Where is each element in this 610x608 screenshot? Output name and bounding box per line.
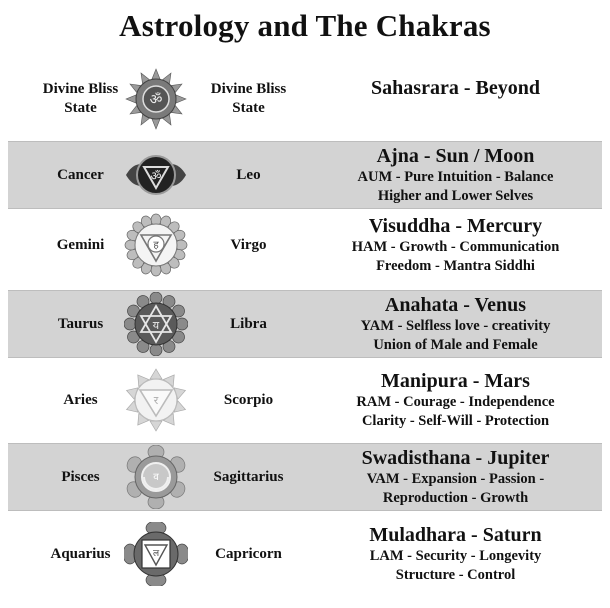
chakra-name: Muladhara - Saturn <box>369 524 542 546</box>
right-sign: Capricorn <box>215 545 282 562</box>
chakra-description <box>313 444 598 510</box>
chakra-name: Manipura - Mars <box>381 370 530 392</box>
chakra-line-1: AUM - Pure Intuition - Balance <box>357 169 554 185</box>
chakra-description <box>313 521 598 587</box>
left-sign: Divine Bliss State <box>42 81 119 116</box>
visuddha-icon <box>124 213 188 277</box>
chakra-line-2: Reproduction - Growth <box>382 490 529 506</box>
left-sign: Cancer <box>57 166 104 183</box>
chakra-description <box>313 367 598 433</box>
chakra-row-visuddha <box>8 212 602 278</box>
muladhara-icon <box>124 522 188 586</box>
chakra-row-swadisthana <box>8 443 602 511</box>
right-sign: Libra <box>230 315 267 332</box>
chakra-row-sahasrara <box>8 66 602 132</box>
chakra-name: Visuddha - Mercury <box>368 215 543 237</box>
svg-text:ॐ: ॐ <box>149 92 163 108</box>
chakra-row-manipura <box>8 367 602 433</box>
chakra-line-1: RAM - Courage - Independence <box>356 394 555 410</box>
left-sign: Gemini <box>56 236 105 253</box>
right-sign: Divine Bliss State <box>210 81 287 116</box>
right-sign: Virgo <box>230 236 267 253</box>
chakra-line-1: YAM - Selfless love - creativity <box>360 318 551 334</box>
chakra-name: Anahata - Venus <box>384 294 527 316</box>
page-title: Astrology and The Chakras <box>119 8 491 43</box>
svg-text:ॐ: ॐ <box>150 169 162 183</box>
chakra-line-1: VAM - Expansion - Passion - <box>366 471 545 487</box>
left-sign: Aries <box>63 391 98 408</box>
svg-text:ह: ह <box>153 240 159 251</box>
chakra-description <box>313 212 598 278</box>
chakra-description <box>313 142 598 208</box>
svg-text:व: व <box>153 472 159 483</box>
chakra-line-2: Structure - Control <box>395 567 516 583</box>
anahata-icon <box>124 292 188 356</box>
chakra-name: Ajna - Sun / Moon <box>376 145 535 167</box>
chakra-line-1: LAM - Security - Longevity <box>369 548 542 564</box>
chakra-line-2: Higher and Lower Selves <box>377 188 534 204</box>
swadisthana-icon <box>124 445 188 509</box>
chakra-row-anahata <box>8 290 602 358</box>
chakra-description <box>313 66 598 132</box>
manipura-icon <box>124 368 188 432</box>
chakra-name: Sahasrara - Beyond <box>371 77 540 99</box>
left-sign: Pisces <box>61 468 100 485</box>
right-sign: Leo <box>236 166 261 183</box>
chakra-name: Swadisthana - Jupiter <box>361 447 550 469</box>
chakra-row-ajna <box>8 141 602 209</box>
chakra-line-2: Clarity - Self-Will - Protection <box>361 413 550 429</box>
svg-text:ल: ल <box>152 549 160 559</box>
chakra-line-1: HAM - Growth - Communication <box>351 239 560 255</box>
chakra-description <box>313 291 598 357</box>
chakra-line-2: Freedom - Mantra Siddhi <box>376 258 535 274</box>
svg-text:य: य <box>152 319 160 332</box>
sahasrara-om-icon <box>124 67 188 131</box>
right-sign: Scorpio <box>223 391 274 408</box>
left-sign: Taurus <box>57 315 104 332</box>
left-sign: Aquarius <box>50 545 111 562</box>
svg-text:र: र <box>153 394 159 407</box>
chakra-line-2: Union of Male and Female <box>373 337 538 353</box>
ajna-icon <box>124 143 188 207</box>
chakra-row-muladhara <box>8 521 602 587</box>
right-sign: Sagittarius <box>213 468 284 485</box>
